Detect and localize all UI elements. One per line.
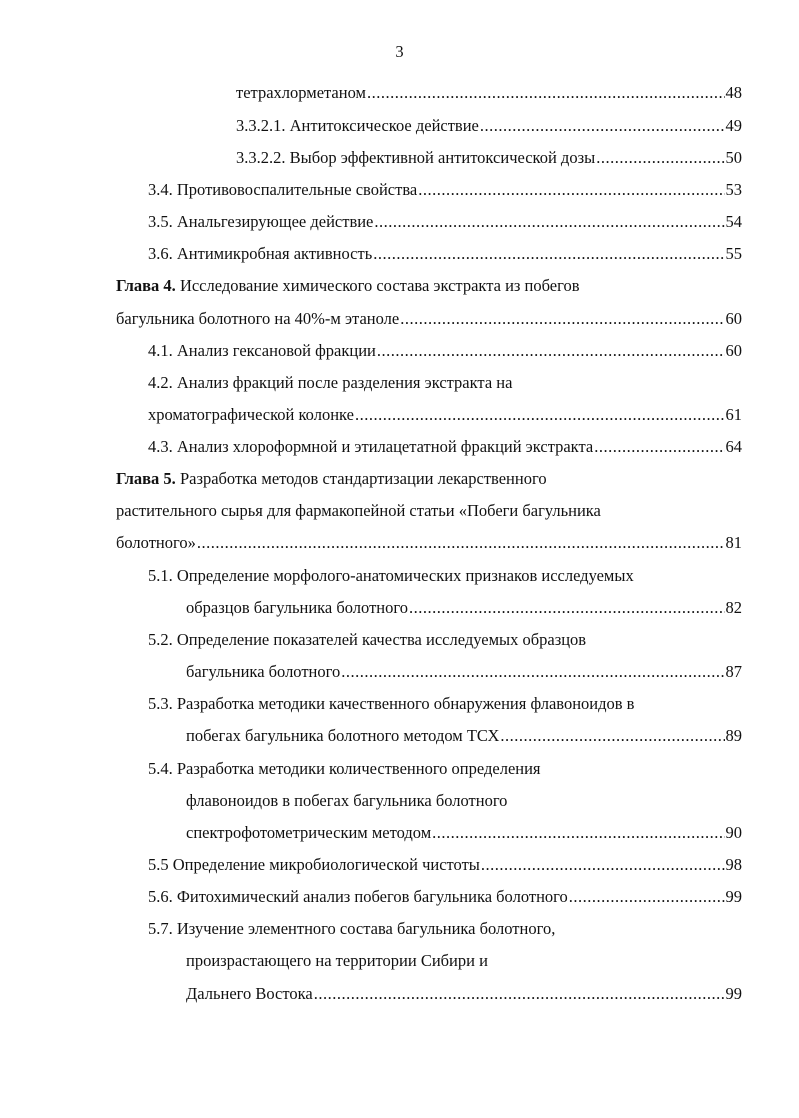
toc-entry-title: образцов багульника болотного: [186, 598, 408, 617]
chapter-heading: [116, 469, 742, 489]
dot-leader: [432, 823, 724, 843]
toc-entry-title: Дальнего Востока: [186, 984, 313, 1003]
toc-entry-page: 48: [725, 83, 742, 102]
toc-entry-page: 60: [725, 309, 742, 328]
toc-entry-page: 89: [725, 726, 742, 745]
toc-entry-title: 3.4. Противовоспалительные свойства: [148, 180, 418, 199]
toc-entry-title: 4.2. Анализ фракций после разделения экстракта на: [148, 373, 513, 392]
toc-entry: [148, 244, 742, 264]
dot-leader: [480, 116, 725, 136]
toc-entry: [148, 341, 742, 361]
toc-entry: [148, 437, 742, 457]
toc-entry-title: багульника болотного: [186, 662, 341, 681]
toc-entry: [116, 309, 742, 329]
toc-entry-title: флавоноидов в побегах багульника болотного: [186, 791, 508, 810]
chapter-heading: [116, 276, 742, 296]
toc-entry-title: багульника болотного на 40%-м этаноле: [116, 309, 400, 328]
dot-leader: [377, 341, 725, 361]
toc-entry: [186, 823, 742, 843]
toc-entry: [148, 887, 742, 907]
toc-entry: [236, 116, 742, 136]
toc-entry-page: 60: [725, 341, 742, 360]
toc-entry: [186, 791, 742, 811]
toc-entry: [116, 533, 742, 553]
chapter-label: Глава 4.: [116, 276, 176, 295]
dot-leader: [374, 212, 724, 232]
toc-entry-title: побегах багульника болотного методом ТСХ: [186, 726, 500, 745]
chapter-label: Глава 5.: [116, 469, 176, 488]
toc-entry: [148, 759, 742, 779]
dot-leader: [569, 887, 725, 907]
toc-entry-page: 99: [725, 887, 742, 906]
toc-entry-title: 5.2. Определение показателей качества исследуемых образцов: [148, 630, 587, 649]
toc-entry-title: 5.7. Изучение элементного состава багульника болотного,: [148, 919, 556, 938]
toc-entry: [148, 212, 742, 232]
toc-entry-page: 61: [725, 405, 742, 424]
toc-entry: [148, 180, 742, 200]
toc-entry-title: 3.5. Анальгезирующее действие: [148, 212, 374, 231]
toc-entry: [186, 662, 742, 682]
chapter-title: растительного сырья для фармакопейной статьи «Побеги багульника: [116, 501, 601, 520]
dot-leader: [418, 180, 724, 200]
dot-leader: [481, 855, 725, 875]
toc-entry: [236, 83, 742, 103]
toc-entry-page: 87: [725, 662, 742, 681]
dot-leader: [409, 598, 725, 618]
toc-entry: [148, 919, 742, 939]
toc-entry: [186, 984, 742, 1004]
toc-entry: [148, 566, 742, 586]
toc-entry: [148, 373, 742, 393]
toc-entry-page: 98: [725, 855, 742, 874]
toc-entry: [148, 405, 742, 425]
toc-entry: [148, 694, 742, 714]
toc-entry-title: 4.3. Анализ хлороформной и этилацетатной фракций экстракта: [148, 437, 594, 456]
toc-entry-title: 3.3.2.2. Выбор эффективной антитоксической дозы: [236, 148, 596, 167]
toc-entry-page: 90: [725, 823, 742, 842]
toc-entry-page: 49: [725, 116, 742, 135]
toc-entry: [186, 598, 742, 618]
page-number: 3: [395, 42, 404, 61]
toc-entry-page: 99: [725, 984, 742, 1003]
dot-leader: [355, 405, 725, 425]
dot-leader: [314, 984, 725, 1004]
dot-leader: [341, 662, 724, 682]
toc-entry-title: хроматографической колонке: [148, 405, 354, 424]
toc-entry: [148, 855, 742, 875]
chapter-title: Исследование химического состава экстракта из побегов: [175, 276, 580, 295]
toc-entry-page: 55: [725, 244, 742, 263]
toc-entry-title: 5.3. Разработка методики качественного обнаружения флавоноидов в: [148, 694, 635, 713]
toc-entry-title: тетрахлорметаном: [236, 83, 366, 102]
toc-entry-title: болотного»: [116, 533, 196, 552]
toc-entry-title: 3.3.2.1. Антитоксическое действие: [236, 116, 479, 135]
dot-leader: [500, 726, 724, 746]
chapter-title: Разработка методов стандартизации лекарственного: [175, 469, 547, 488]
toc-entry-title: произрастающего на территории Сибири и: [186, 951, 488, 970]
toc-entry-page: 50: [725, 148, 742, 167]
dot-leader: [594, 437, 724, 457]
toc-entry: [186, 726, 742, 746]
toc-entry: [186, 951, 742, 971]
toc-entry-page: 53: [725, 180, 742, 199]
dot-leader: [197, 533, 725, 553]
toc-entry-page: 64: [725, 437, 742, 456]
toc-entry-title: 5.5 Определение микробиологической чистоты: [148, 855, 480, 874]
toc-entry-title: 5.6. Фитохимический анализ побегов багульника болотного: [148, 887, 568, 906]
dot-leader: [400, 309, 724, 329]
toc-entry-title: 3.6. Антимикробная активность: [148, 244, 373, 263]
dot-leader: [367, 83, 725, 103]
toc-entry-title: спектрофотометрическим методом: [186, 823, 432, 842]
toc-entry-page: 54: [725, 212, 742, 231]
toc-entry-page: 81: [725, 533, 742, 552]
chapter-heading-cont: [116, 501, 742, 521]
toc-entry-title: 4.1. Анализ гексановой фракции: [148, 341, 376, 360]
toc-entry-page: 82: [725, 598, 742, 617]
toc-entry: [236, 148, 742, 168]
toc-entry-title: 5.4. Разработка методики количественного определения: [148, 759, 541, 778]
toc-entry: [148, 630, 742, 650]
toc-entry-title: 5.1. Определение морфолого-анатомических признаков исследуемых: [148, 566, 634, 585]
dot-leader: [596, 148, 724, 168]
dot-leader: [373, 244, 724, 264]
